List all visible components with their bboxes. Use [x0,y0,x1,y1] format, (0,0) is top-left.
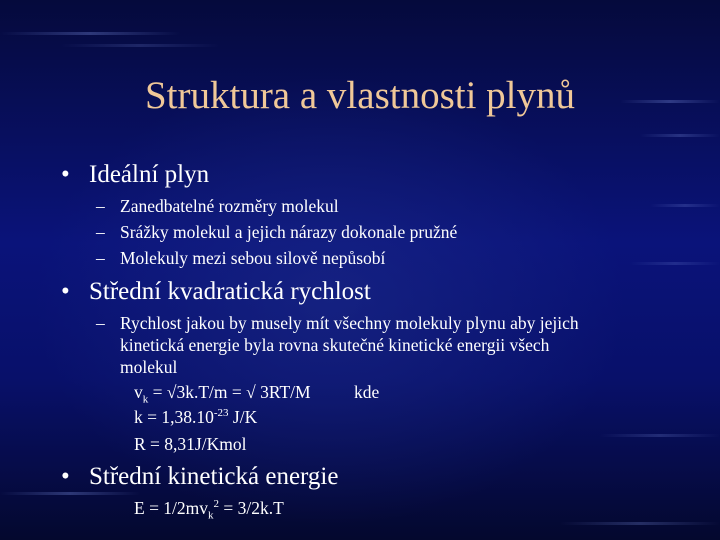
sub-item-text: Zanedbatelné rozměry molekul [120,196,339,216]
bullet-dot: • [61,161,70,188]
boltzmann-constant: $k = 1,38.10^{-23}$ J/K [134,407,258,427]
dash: – [96,248,105,268]
where-label: kde [354,382,380,402]
bullet-heading: Střední kvadratická rychlost [89,278,371,305]
sub-item-text: Srážky molekul a jejich nárazy dokonale pružné [120,222,458,242]
bullet-dot: • [61,278,70,305]
bullet-heading: Ideální plyn [89,161,210,188]
rms-speed-formula: $v_k = √3k.T/m$ = √ 3RT/M kde [134,382,380,406]
definition-line: molekul [120,357,178,377]
slide-title: Struktura a vlastnosti plynů [144,74,576,117]
dash: – [96,222,105,242]
kinetic-energy-formula: $E = 1/2mv_k^2 = 3/2k.T$ [134,498,284,522]
gas-constant: R = 8,31J/Kmol [134,434,247,454]
definition-line: kinetická energie byla rovna skutečné kinetické energii všech [120,335,550,355]
bullet-heading: Střední kinetická energie [89,463,339,490]
sub-item-text: Molekuly mezi sebou silově nepůsobí [120,248,386,268]
bullet-dot: • [61,463,70,490]
dash: – [96,313,105,333]
dash: – [96,196,105,216]
definition-line: Rychlost jakou by musely mít všechny molekuly plynu aby jejich [120,313,579,333]
